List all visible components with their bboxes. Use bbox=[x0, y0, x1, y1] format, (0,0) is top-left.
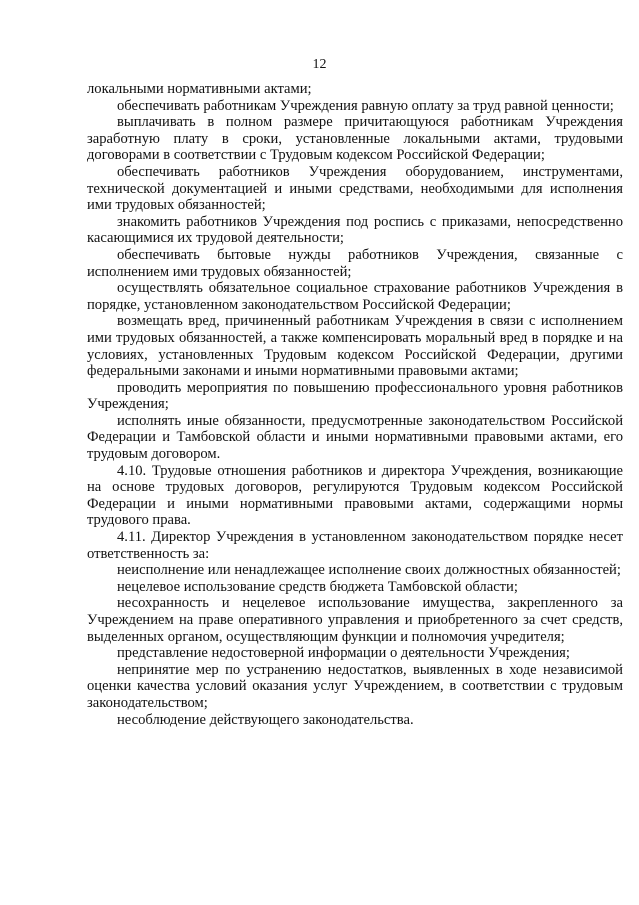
section-4-11-paragraph: 4.11. Директор Учреждения в установленном законодательством порядке несет ответственность за: bbox=[87, 529, 623, 562]
paragraph: нецелевое использование средств бюджета Тамбовской области; bbox=[117, 578, 518, 595]
paragraph: локальными нормативными актами; bbox=[87, 81, 312, 97]
page-number: 12 bbox=[312, 57, 327, 72]
paragraph: выплачивать в полном размере причитающуюся работникам Учреждения заработную плату в сроки, установленные локальными актами, трудовыми договорами в соответствии с Трудовым кодексом Российской Федерации; bbox=[87, 114, 623, 164]
paragraph: обеспечивать работников Учреждения оборудованием, инструментами, технической документацией и иными средствами, необходимыми для исполнения ими трудовых обязанностей; bbox=[87, 163, 623, 214]
paragraph: проводить мероприятия по повышению профессионального уровня работников Учреждения; bbox=[87, 379, 623, 413]
paragraph: несохранность и нецелевое использование имущества, закрепленного за Учреждением на праве оперативного управления и приобретенного за счет средств, выделенных органом, осуществляющим функции и полномочия учредителя; bbox=[87, 595, 623, 645]
paragraph: обеспечивать бытовые нужды работников Учреждения, связанные с исполнением ими трудовых обязанностей; bbox=[87, 246, 623, 280]
section-4-10-paragraph: 4.10. Трудовые отношения работников и директора Учреждения, возникающие на основе трудовых договоров, регулируются Трудовым кодексом Российской Федерации и иными нормативными правовыми актами, содержащими нормы трудового права. bbox=[87, 462, 623, 529]
paragraph: представление недостоверной информации о деятельности Учреждения; bbox=[117, 645, 570, 662]
document-body bbox=[87, 81, 623, 728]
paragraph: неисполнение или ненадлежащее исполнение своих должностных обязанностей; bbox=[117, 562, 621, 579]
paragraph: осуществлять обязательное социальное страхование работников Учреждения в порядке, установленном законодательством Российской Федерации; bbox=[87, 280, 623, 313]
paragraph: непринятие мер по устранению недостатков, выявленных в ходе независимой оценки качества условий оказания услуг Учреждением, в соответствии с трудовым законодательством; bbox=[87, 661, 623, 711]
paragraph: знакомить работников Учреждения под роспись с приказами, непосредственно касающимися их трудовой деятельности; bbox=[87, 213, 623, 247]
paragraph: обеспечивать работникам Учреждения равную оплату за труд равной ценности; bbox=[117, 97, 614, 114]
paragraph: исполнять иные обязанности, предусмотренные законодательством Российской Федерации и Тамбовской области и иными нормативными правовыми актами, его трудовым договором. bbox=[87, 412, 623, 463]
paragraph: возмещать вред, причиненный работникам Учреждения в связи с исполнением ими трудовых обязанностей, а также компенсировать моральный вред в порядке и на условиях, установленных Трудовым кодексом Российской Федерации, другими федеральными законами и иными нормативными правовыми актами; bbox=[87, 313, 623, 380]
paragraph: несоблюдение действующего законодательства. bbox=[117, 711, 414, 728]
